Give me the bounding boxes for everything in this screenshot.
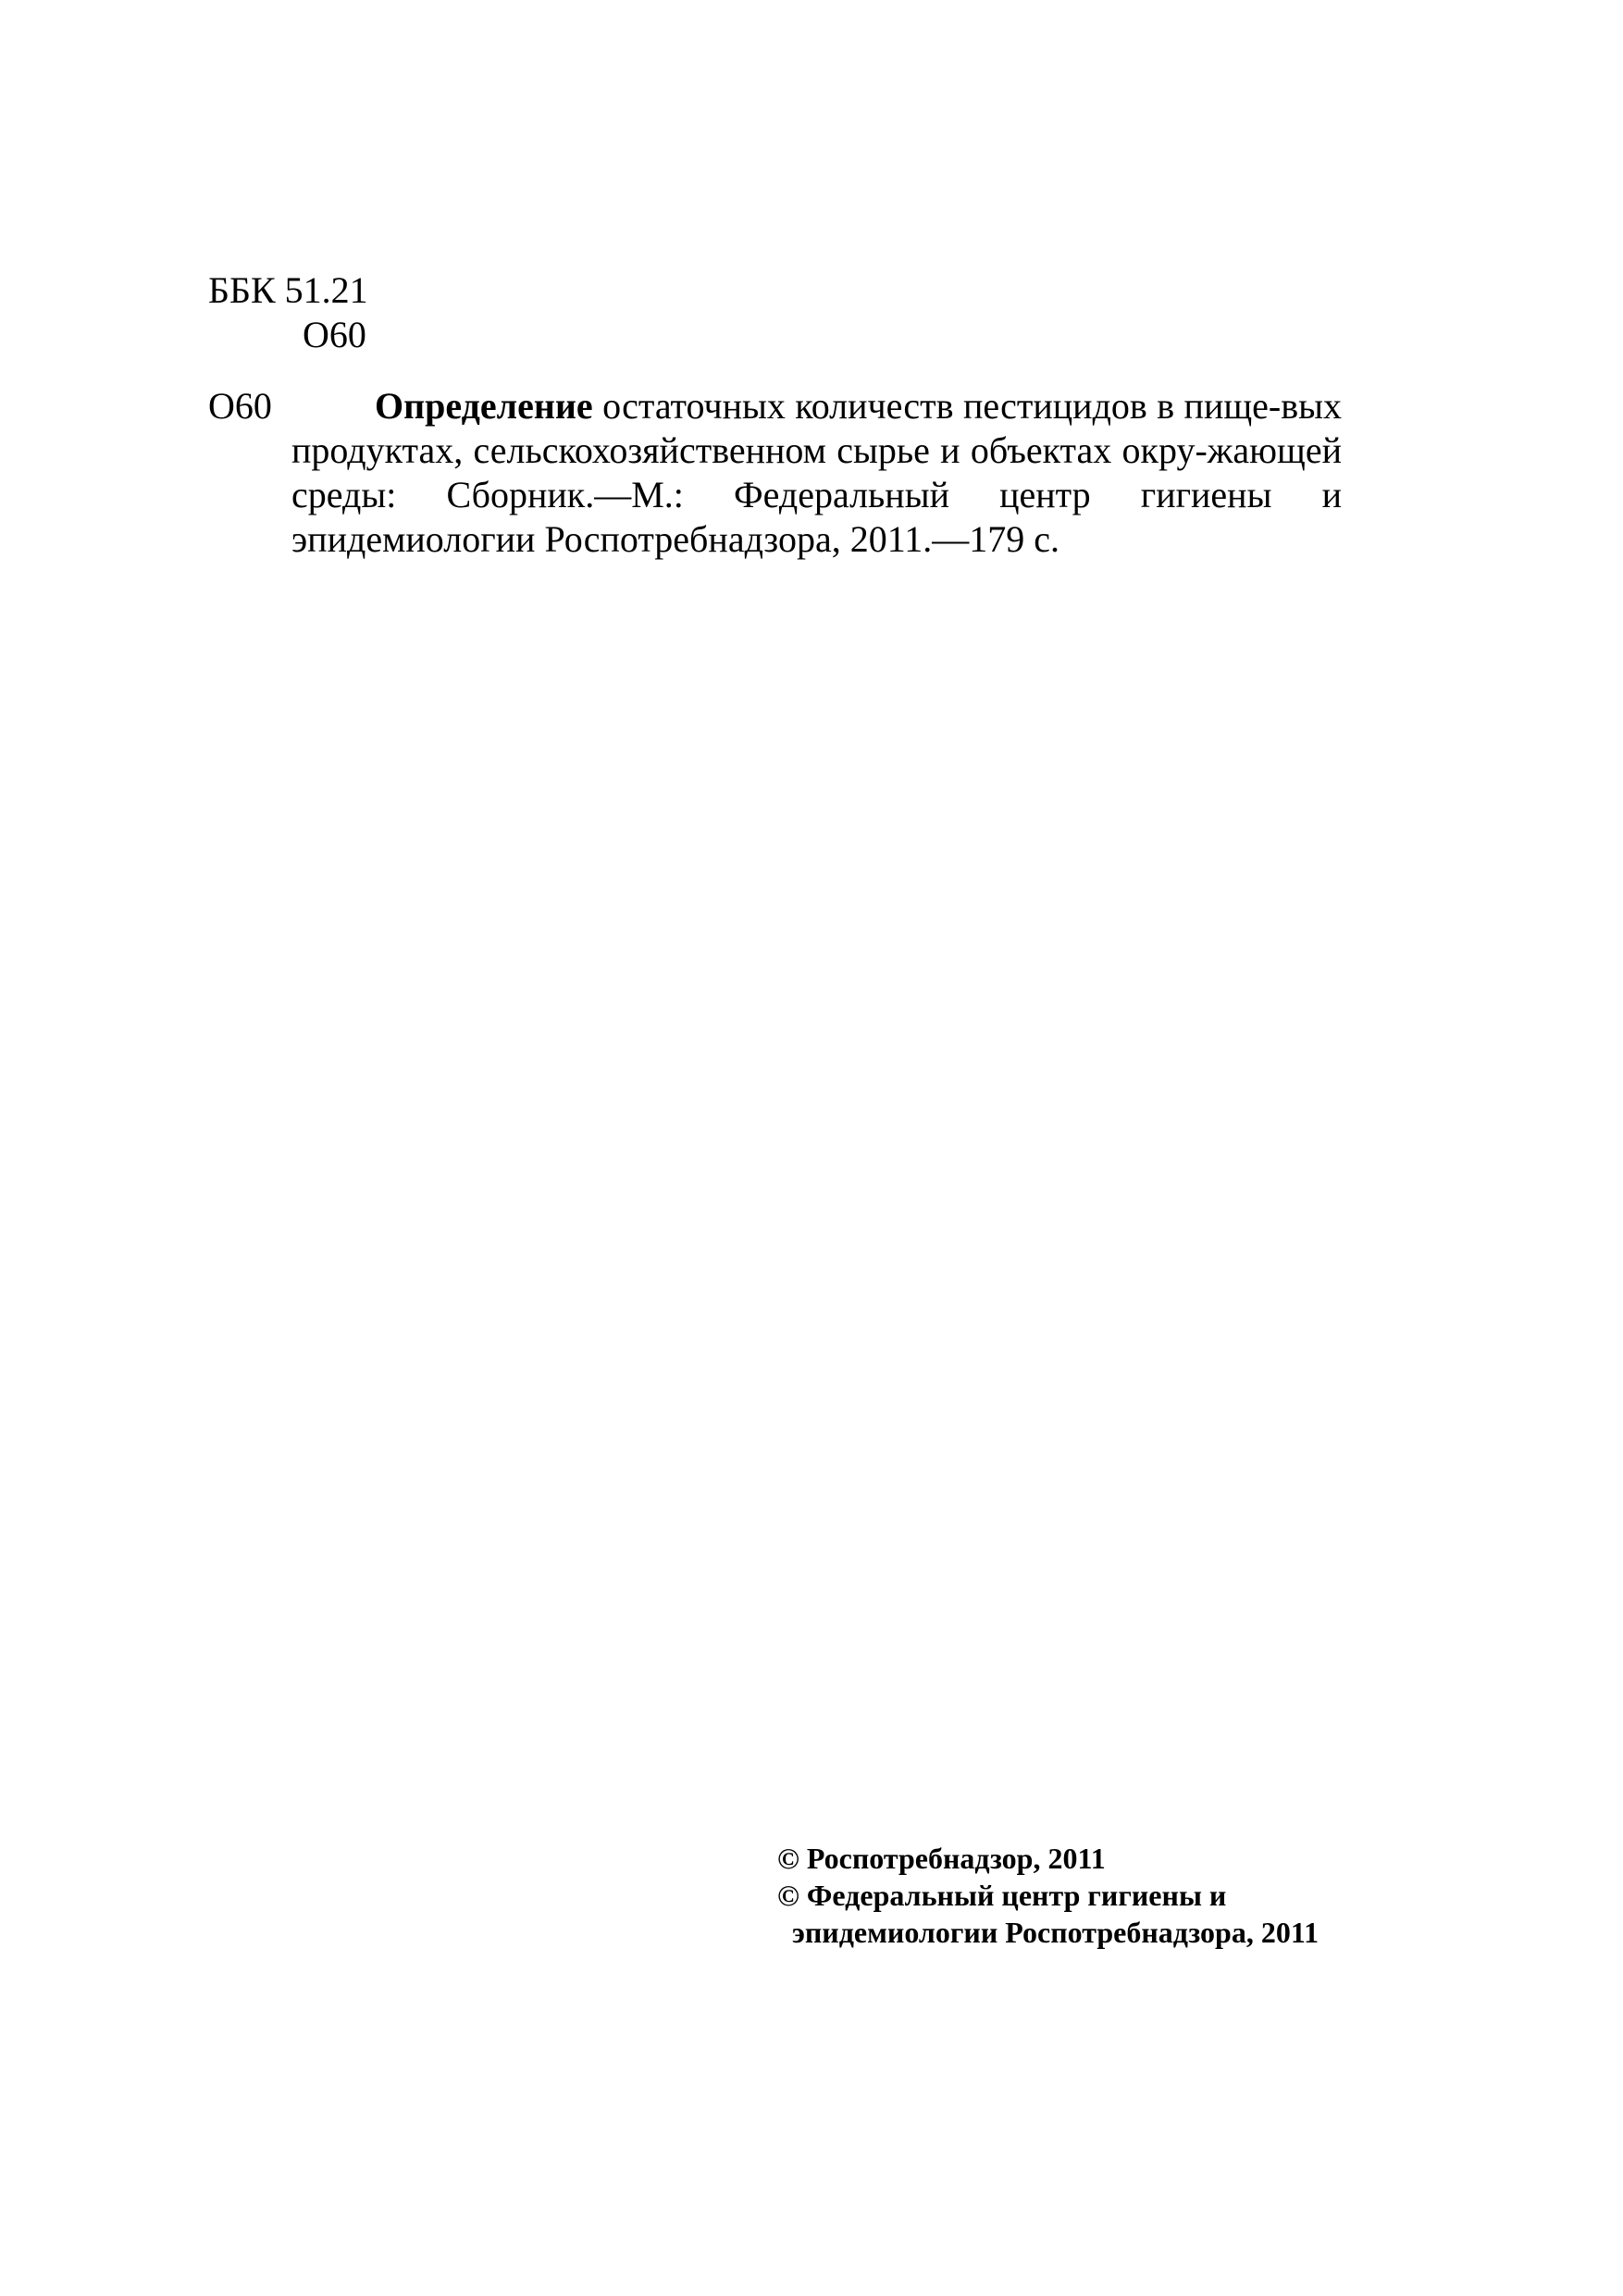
copyright-line: эпидемиологии Роспотребнадзора, 2011 xyxy=(792,1916,1319,1949)
copyright-line: © Федеральный центр гигиены и xyxy=(777,1879,1227,1912)
copyright-line: © Роспотребнадзор, 2011 xyxy=(777,1842,1106,1875)
bibliographic-entry xyxy=(291,384,1342,562)
bbk-index: ББК 51.21 xyxy=(208,269,368,311)
entry-code: О60 xyxy=(208,385,272,427)
entry-description: остаточных количеств пестицидов в пище-вых продуктах, сельскохозяйственном сырье и объектах окру-жающей среды: Сборник.—М.: Федеральный центр гигиены и эпидемиологии Роспотребнадзора, 2011.—179 с. xyxy=(291,385,1343,560)
copyright-block xyxy=(777,1840,1319,1951)
entry-lead-word: Определение xyxy=(375,385,593,427)
author-mark: О60 xyxy=(303,314,366,355)
